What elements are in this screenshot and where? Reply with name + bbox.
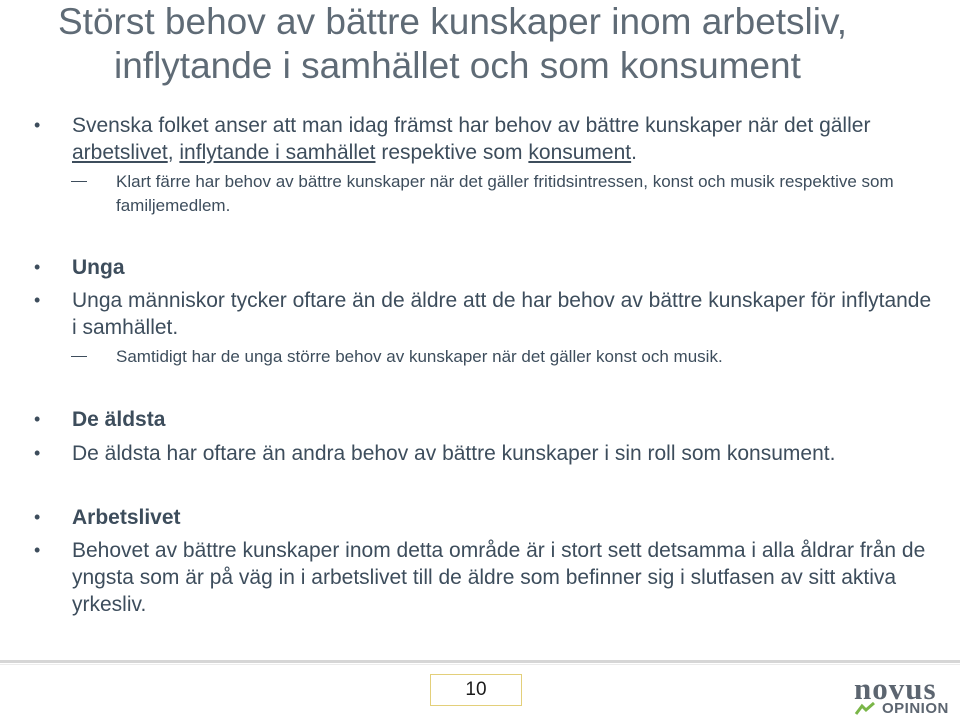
heading-text: Arbetslivet — [72, 506, 181, 529]
footer-divider-thin — [0, 664, 960, 665]
heading-text: Unga — [72, 256, 125, 279]
footer-divider — [0, 660, 960, 663]
heading-de-aldsta — [34, 406, 932, 433]
bullet-arbetslivet — [34, 537, 932, 618]
bullet-de-aldsta — [34, 440, 932, 467]
title-line-2: inflytande i samhället och som konsument — [114, 45, 801, 86]
sub-bullet-konst — [116, 345, 936, 369]
link-arbetslivet[interactable]: arbetslivet — [72, 141, 168, 164]
bullet-icon: • — [34, 540, 41, 560]
period: . — [631, 141, 637, 164]
link-inflytande[interactable]: inflytande i samhället — [179, 141, 376, 164]
bullet-icon: • — [34, 409, 41, 429]
sub-bullet-fritid — [116, 170, 936, 218]
logo-word: novus — [854, 671, 937, 706]
bullet-unga — [34, 287, 932, 341]
bullet-icon: • — [34, 290, 41, 310]
bullet-icon: • — [34, 115, 41, 135]
bullet-text: Svenska folket anser att man idag främst har behov av bättre kunskaper när det gäller — [72, 114, 871, 137]
slide-title — [58, 0, 948, 88]
dash-icon — [71, 181, 87, 182]
heading-arbetslivet — [34, 504, 932, 531]
separator: , — [167, 141, 180, 164]
sub-bullet-text: Samtidigt har de unga större behov av kunskaper när det gäller konst och musik. — [116, 347, 723, 366]
bullet-icon: • — [34, 507, 41, 527]
dash-icon — [71, 356, 87, 357]
heading-unga — [34, 254, 932, 281]
bullet-icon: • — [34, 257, 41, 277]
title-line-1: Störst behov av bättre kunskaper inom arbetsliv, — [58, 1, 848, 42]
bullet-text-cont: respektive som — [375, 141, 529, 164]
bullet-text: Unga människor tycker oftare än de äldre att de har behov av bättre kunskaper för inflytande i samhället. — [72, 289, 932, 339]
logo-sub: OPINION — [882, 700, 949, 717]
heading-text: De äldsta — [72, 408, 166, 431]
logo-mark-icon — [854, 702, 878, 716]
novus-logo — [850, 671, 960, 717]
bullet-text: De äldsta har oftare än andra behov av bättre kunskaper i sin roll som konsument. — [72, 442, 836, 465]
page-number: 10 — [430, 674, 522, 706]
bullet-icon: • — [34, 443, 41, 463]
bullet-summary — [34, 112, 932, 166]
bullet-text: Behovet av bättre kunskaper inom detta område är i stort sett detsamma i alla åldrar från de yngsta som är på väg in i arbetslivet till de äldre som befinner sig i slutfasen av sitt aktiva yrkesliv. — [72, 539, 926, 616]
sub-bullet-text: Klart färre har behov av bättre kunskaper när det gäller fritidsintressen, konst och musik respektive som familjemedlem. — [116, 172, 894, 215]
link-konsument[interactable]: konsument — [528, 141, 632, 164]
